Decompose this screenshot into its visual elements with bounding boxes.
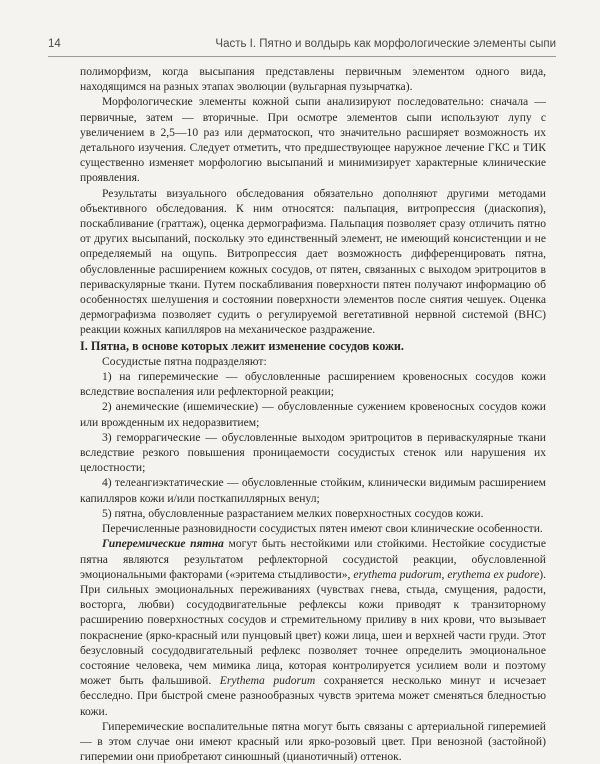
paragraph: Результаты визуального обследования обязательно дополняют другими методами объективного обследования. К ним относятся: пальпация, витропрессия (диаскопия), поскабливание (граттаж), оценка дермографизма. Пальпация позволяет сразу отличить пятно от других высыпаний, поскольку это единственный элемент, не имеющий консистенции и не определяемый на ощупь. Витропрессия дает возможность дифференцировать пятна, обусловленные расширением кожных сосудов, от пятен, связанных с выходом эритроцитов в периваскулярные ткани. Путем поскабливания поверхности пятен получают информацию об особенностях шелушения и состоянии поверхности элементов после снятия чешуек. Оценка дермографизма позволяет судить о регулируемой вегетативной нервной системой (ВНС) реакции кожных капилляров на механическое раздражение. bbox=[80, 186, 546, 337]
term-hyperemic-spots: Гиперемические пятна bbox=[102, 537, 224, 551]
list-item: 2) анемические (ишемические) — обусловленные сужением кровеносных сосудов кожи или врожденным их недоразвитием; bbox=[80, 400, 546, 429]
paragraph: Морфологические элементы кожной сыпи анализируют последовательно: сначала — первичные, затем — вторичные. При осмотре элементов сыпи используют лупу с увеличением в 2,5—10 раз или дерматоскоп, что значительно расширяет возможность их детального изучения. Следует отметить, что предшествующее наружное лечение ГКС и ТИК существенно изменяет морфологию высыпаний и минимизирует характерные клинические проявления. bbox=[80, 95, 546, 185]
page-number: 14 bbox=[48, 38, 61, 50]
page-body bbox=[80, 64, 546, 764]
latin-term: erythema pudorum, erythema ex pudore bbox=[353, 567, 540, 581]
running-title: Часть I. Пятно и волдырь как морфологические элементы сыпи bbox=[215, 38, 556, 50]
list-item: 4) телеангиэктатические — обусловленные стойким, клинически видимым расширением капилляров кожи и/или посткапиллярных венул; bbox=[80, 476, 546, 505]
text-run: могут быть нестойкими или стойкими. Нестойкие сосудистые пятна являются результатом рефлекторной сосудистой реакции, обусловленной эмоциональными факторами («эритема стыдливости», bbox=[80, 537, 546, 581]
text-run: ). При сильных эмоциональных переживаниях (чувствах гнева, стыда, смущения, радости, восторга, любви) сосудодвигательные рефлексы кожи приводят к транзиторному расширению поверхностных сосудов и стремительному приливу в них крови, что вызывает покраснение (ярко-красный или пунцовый цвет) кожи лица, шеи и верхней части груди. Этот безусловный сосудодвигательный рефлекс позволяет точнее определить эмоциональное состояние человека, чем мимика лица, которая контролируется усилием воли и поэтому может быть фальшивой. bbox=[80, 567, 547, 688]
paragraph-hyperemic bbox=[80, 536, 546, 718]
text-run: сохраняется несколько минут и исчезает бесследно. При быстрой смене разнообразных чувств эритема может сменяться бледностью кожи. bbox=[80, 674, 546, 718]
list-item: 3) геморрагические — обусловленные выходом эритроцитов в периваскулярные ткани вследствие резкого повышения проницаемости сосудистых стенок или нарушения их целостности; bbox=[80, 430, 546, 475]
list-item: 5) пятна, обусловленные разрастанием мелких поверхностных сосудов кожи. bbox=[102, 506, 484, 520]
header-rule bbox=[48, 56, 556, 57]
paragraph: Сосудистые пятна подразделяют: bbox=[102, 354, 267, 368]
paragraph: Перечисленные разновидности сосудистых пятен имеют свои клинические особенности. bbox=[102, 522, 543, 536]
paragraph: полиморфизм, когда высыпания представлены первичным элементом одного вида, находящимся на разных этапах эволюции (вульгарная пузырчатка). bbox=[80, 65, 546, 94]
page-header bbox=[48, 38, 556, 50]
latin-term: Erythema pudorum bbox=[219, 674, 316, 688]
paragraph: Гиперемические воспалительные пятна могут быть связаны с артериальной гиперемией — в этом случае они имеют красный или ярко-розовый цвет. При венозной (застойной) гиперемии они приобретают синюшный (цианотичный) оттенок. bbox=[80, 719, 546, 764]
section-title: I. Пятна, в основе которых лежит изменение сосудов кожи. bbox=[80, 338, 404, 353]
list-item: 1) на гиперемические — обусловленные расширением кровеносных сосудов кожи вследствие воспаления или рефлекторной реакции; bbox=[80, 370, 546, 399]
